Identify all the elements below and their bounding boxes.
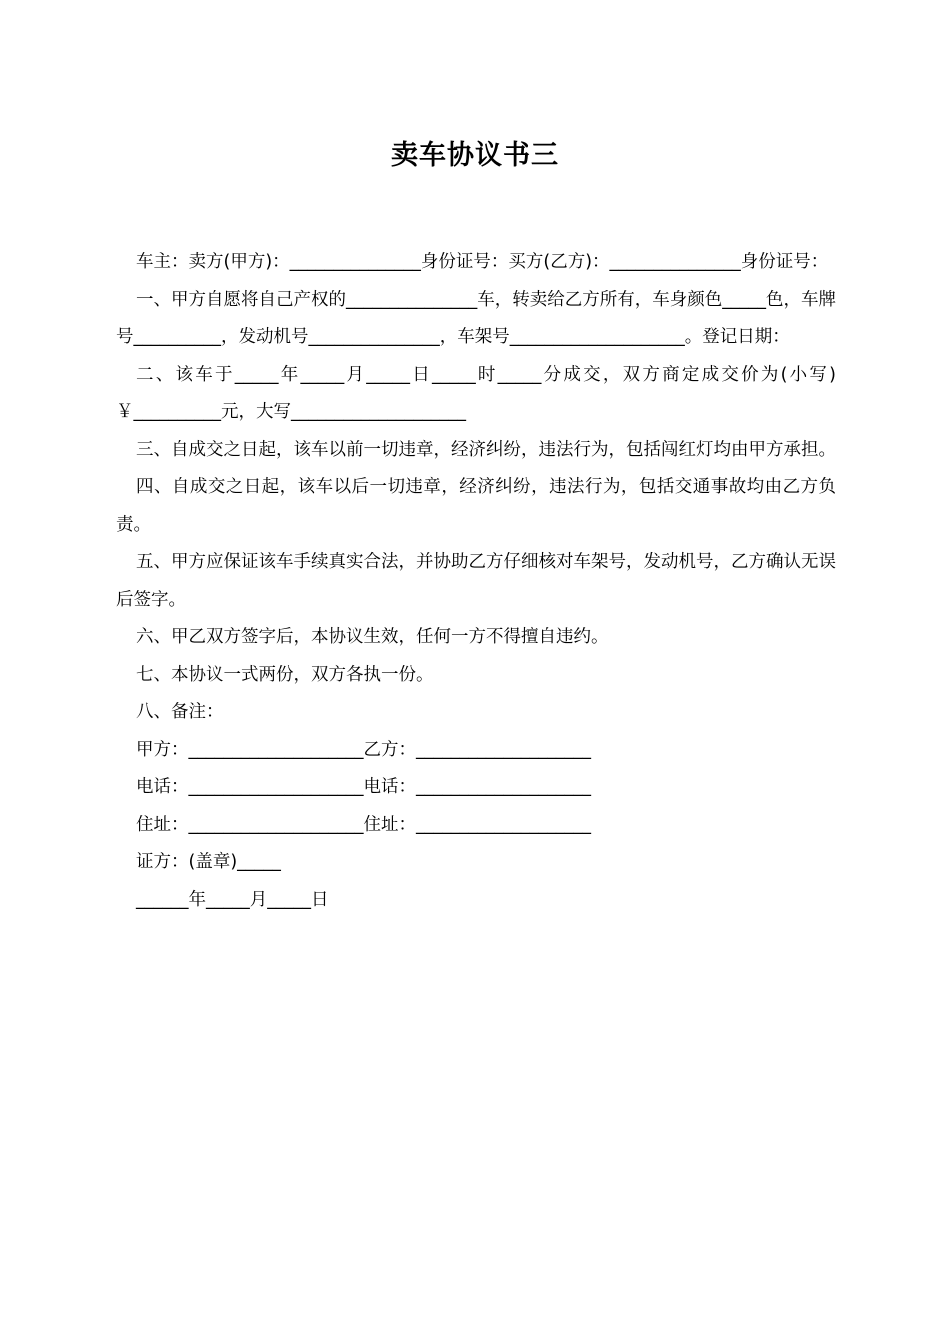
document-body xyxy=(116,244,836,919)
clause-6-effectiveness: 六、甲乙双方签字后，本协议生效，任何一方不得擅自违约。 xyxy=(136,627,609,647)
signature-party-line: 甲方：____________________乙方：____________________ xyxy=(136,739,591,760)
clause-1-vehicle-transfer: 一、甲方自愿将自己产权的_______________车，转卖给乙方所有，车身颜色_____色，车牌号__________，发动机号_______________，车架号____________________。登记日期： xyxy=(116,289,836,347)
clause-7-copies: 七、本协议一式两份，双方各执一份。 xyxy=(136,664,434,685)
clause-5-verification: 五、甲方应保证该车手续真实合法，并协助乙方仔细核对车架号，发动机号，乙方确认无误后签字。 xyxy=(116,552,836,610)
clause-2-transaction-price: 二、该车于_____年_____月_____日_____时_____分成交，双方商定成交价为(小写)￥__________元，大写____________________ xyxy=(116,364,836,422)
clause-8-remarks: 八、备注： xyxy=(136,702,224,722)
signature-address-line: 住址：____________________住址：____________________ xyxy=(136,814,591,835)
clause-4-later-liability: 四、自成交之日起，该车以后一切违章，经济纠纷，违法行为，包括交通事故均由乙方负责。 xyxy=(116,477,836,535)
signing-date-line: ______年_____月_____日 xyxy=(136,889,329,910)
paragraph-parties: 车主：卖方(甲方)：_______________身份证号：买方(乙方)：_______________身份证号： xyxy=(136,252,829,272)
clause-3-prior-liability: 三、自成交之日起，该车以前一切违章，经济纠纷，违法行为，包括闯红灯均由甲方承担。 xyxy=(136,439,836,460)
document-title: 卖车协议书三 xyxy=(391,140,559,171)
signature-phone-line: 电话：____________________电话：____________________ xyxy=(136,777,591,797)
witness-seal-line: 证方：(盖章)_____ xyxy=(136,852,281,872)
